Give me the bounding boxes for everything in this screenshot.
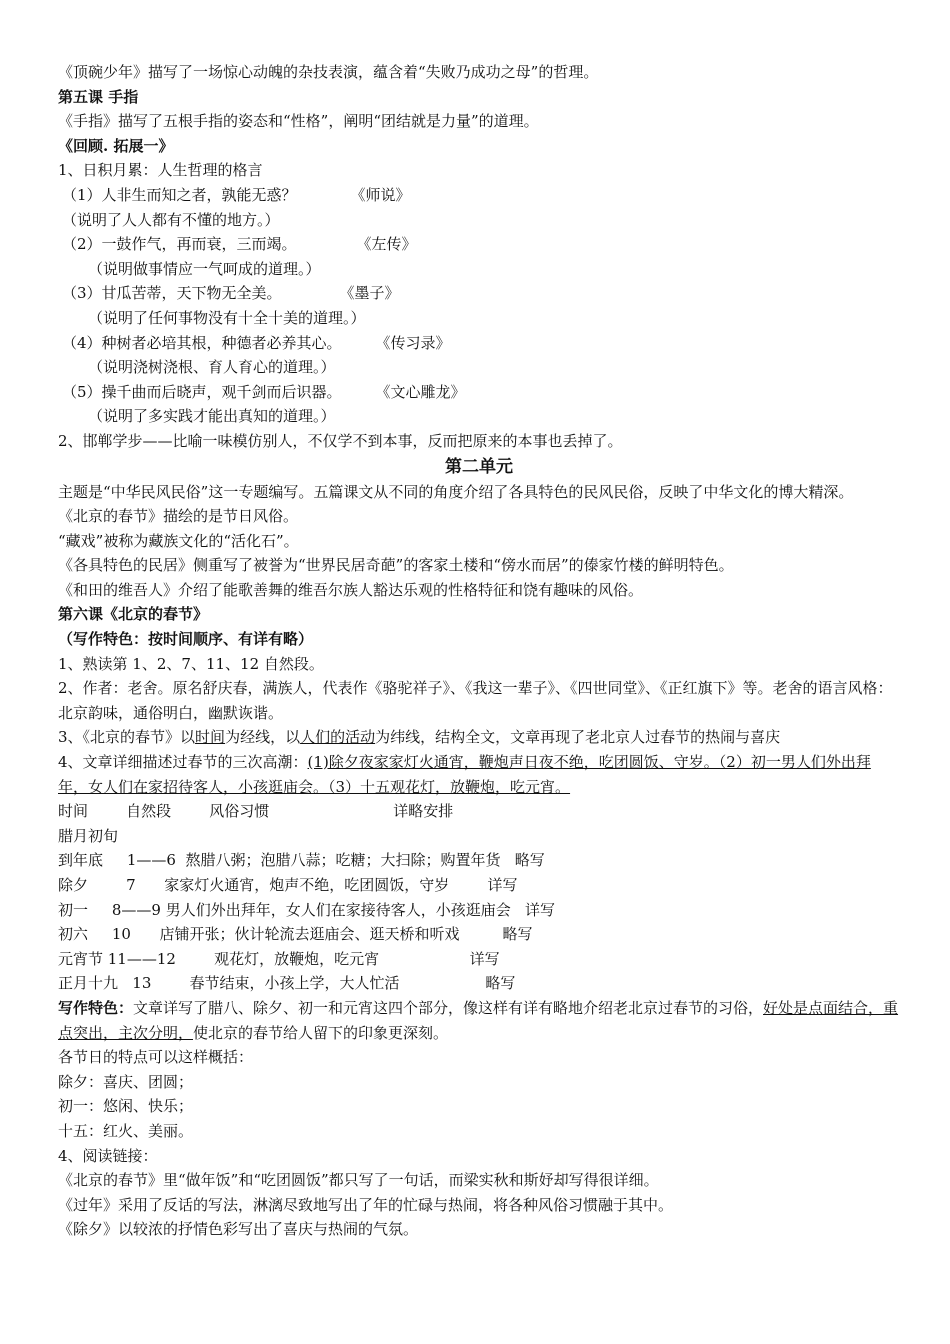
text-span: 3、《北京的春节》以 [58, 728, 196, 747]
paragraph [58, 996, 900, 1045]
text-line [58, 725, 900, 750]
text-line: 十五：红火、美丽。 [58, 1121, 194, 1140]
text-line: “藏戏”被称为藏族文化的“活化石”。 [58, 531, 299, 550]
quote-line [58, 281, 900, 306]
table-row: 除夕 7 家家灯火通宵，炮声不绝，吃团圆饭，守岁 详写 [58, 876, 518, 894]
underlined-text: (1)除夕夜家家灯火通宵，鞭炮声日夜不绝，吃团圆饭、守岁。（2）初一男人们外出拜年，女人们在家招待客人，小孩逛庙会。（3）十五观花灯，放鞭炮，吃元宵。 [58, 753, 871, 796]
table-row: 到年底 1——6 熬腊八粥；泡腊八蒜；吃糖；大扫除；购置年货 略写 [58, 851, 545, 870]
quote-line [58, 232, 900, 257]
quote-source: 《墨子》 [339, 284, 400, 303]
text-line: 《和田的维吾人》介绍了能歌善舞的维吾尔族人豁达乐观的性格特征和饶有趣味的风俗。 [58, 580, 644, 599]
quote-source: 《师说》 [350, 185, 411, 204]
text-span: 使北京的春节给人留下的印象更深刻。 [193, 1023, 449, 1042]
text-line: 除夕：喜庆、团圆； [58, 1072, 194, 1091]
table-row: 腊月初旬 [58, 826, 119, 845]
quote-explanation: （说明做事情应一气呵成的道理。） [88, 259, 321, 278]
quote-explanation: （说明浇树浇根、育人育心的道理。） [88, 358, 336, 377]
subheading: （写作特色：按时间顺序、有详有略） [58, 630, 314, 649]
table-row: 初六 10 店铺开张；伙计轮流去逛庙会、逛天桥和听戏 略写 [58, 925, 533, 944]
unit-title: 第二单元 [445, 456, 513, 477]
quote-source: 《左传》 [356, 235, 417, 254]
text-line: 《顶碗少年》描写了一场惊心动魄的杂技表演，蕴含着“失败乃成功之母”的哲理。 [58, 63, 599, 81]
text-line: 4、阅读链接： [58, 1146, 158, 1165]
lesson-heading: 第五课 手指 [58, 87, 139, 106]
text-line: 各节日的特点可以这样概括： [58, 1048, 254, 1067]
quote-explanation: （说明了人人都有不懂的地方。） [62, 210, 280, 229]
text-line: 《除夕》以较浓的抒情色彩写出了喜庆与热闹的气氛。 [58, 1220, 419, 1239]
paragraph: 2、作者：老舍。原名舒庆春，满族人，代表作《骆驼祥子》、《我这一辈子》、《四世同堂》、《正红旗下》等。老舍的语言风格：北京韵味，通俗明白，幽默诙谐。 [58, 679, 893, 722]
quote-text: （4）种树者必培其根，种德者必养其心。 [62, 333, 342, 352]
quote-line [58, 183, 900, 208]
table-row: 初一 8——9 男人们外出拜年，女人们在家接待客人，小孩逛庙会 详写 [58, 900, 556, 919]
underlined-text: 时间 [195, 728, 226, 747]
text-span: 为纬线，结构全文，文章再现了老北京人过春节的热闹与喜庆 [375, 728, 781, 747]
table-row: 正月十九 13 春节结束，小孩上学，大人忙活 略写 [58, 974, 516, 993]
text-span: 为经线，以 [225, 728, 301, 747]
bold-label: 写作特色： [58, 998, 134, 1017]
quote-text: （3）甘瓜苦蒂，天下物无全美。 [62, 284, 282, 303]
text-line: 《北京的春节》里“做年饭”和“吃团圆饭”都只写了一句话，而梁实秋和斯妤却写得很详细。 [58, 1171, 659, 1190]
lesson-heading: 第六课《北京的春节》 [58, 605, 209, 624]
quote-text: （5）操千曲而后晓声，观千剑而后识器。 [62, 382, 342, 401]
underlined-text: 人们的活动 [300, 728, 376, 747]
text-line: 《过年》采用了反话的写法，淋漓尽致地写出了年的忙碌与热闹，将各种风俗习惯融于其中。 [58, 1195, 674, 1214]
section-heading: 《回顾. 拓展一》 [58, 136, 174, 155]
text-line: 初一：悠闲、快乐； [58, 1097, 194, 1116]
quote-text: （2）一鼓作气，再而衰，三而竭。 [62, 235, 297, 254]
underlined-text: 好处是点面结合，重点突出，主次分明， [58, 998, 899, 1042]
text-line: 1、日积月累：人生哲理的格言 [58, 161, 263, 180]
quote-explanation: （说明了任何事物没有十全十美的道理。） [88, 308, 366, 327]
quote-source: 《传习录》 [375, 333, 451, 352]
text-span: 4、文章详细描述过春节的三次高潮： [58, 753, 308, 772]
quote-explanation: （说明了多实践才能出真知的道理。） [88, 407, 336, 426]
paragraph: 主题是“中华民风民俗”这一专题编写。五篇课文从不同的角度介绍了各具特色的民风民俗，反映了中华文化的博大精深。 [58, 482, 854, 501]
text-line: 1、熟读第 1、2、7、11、12 自然段。 [58, 654, 324, 673]
quote-line [58, 380, 900, 405]
table-header: 时间 自然段 风俗习惯 详略安排 [58, 802, 454, 821]
paragraph [58, 750, 900, 799]
text-line: 《手指》描写了五根手指的姿态和“性格”，阐明“团结就是力量”的道理。 [58, 112, 539, 131]
quote-source: 《文心雕龙》 [375, 382, 466, 401]
text-line: 2、邯郸学步——比喻一味模仿别人，不仅学不到本事，反而把原来的本事也丢掉了。 [58, 431, 623, 450]
text-line: 《各具特色的民居》侧重写了被誉为“世界民居奇葩”的客家土楼和“傍水而居”的傣家竹楼的鲜明特色。 [58, 556, 734, 575]
text-span: 文章详写了腊八、除夕、初一和元宵这四个部分，像这样有详有略地介绍老北京过春节的习俗， [133, 998, 764, 1017]
quote-line [58, 331, 900, 356]
table-row: 元宵节 11——12 观花灯，放鞭炮，吃元宵 详写 [58, 949, 500, 968]
text-line: 《北京的春节》描绘的是节日风俗。 [58, 507, 299, 526]
quote-text: （1）人非生而知之者，孰能无惑？ [62, 185, 297, 204]
